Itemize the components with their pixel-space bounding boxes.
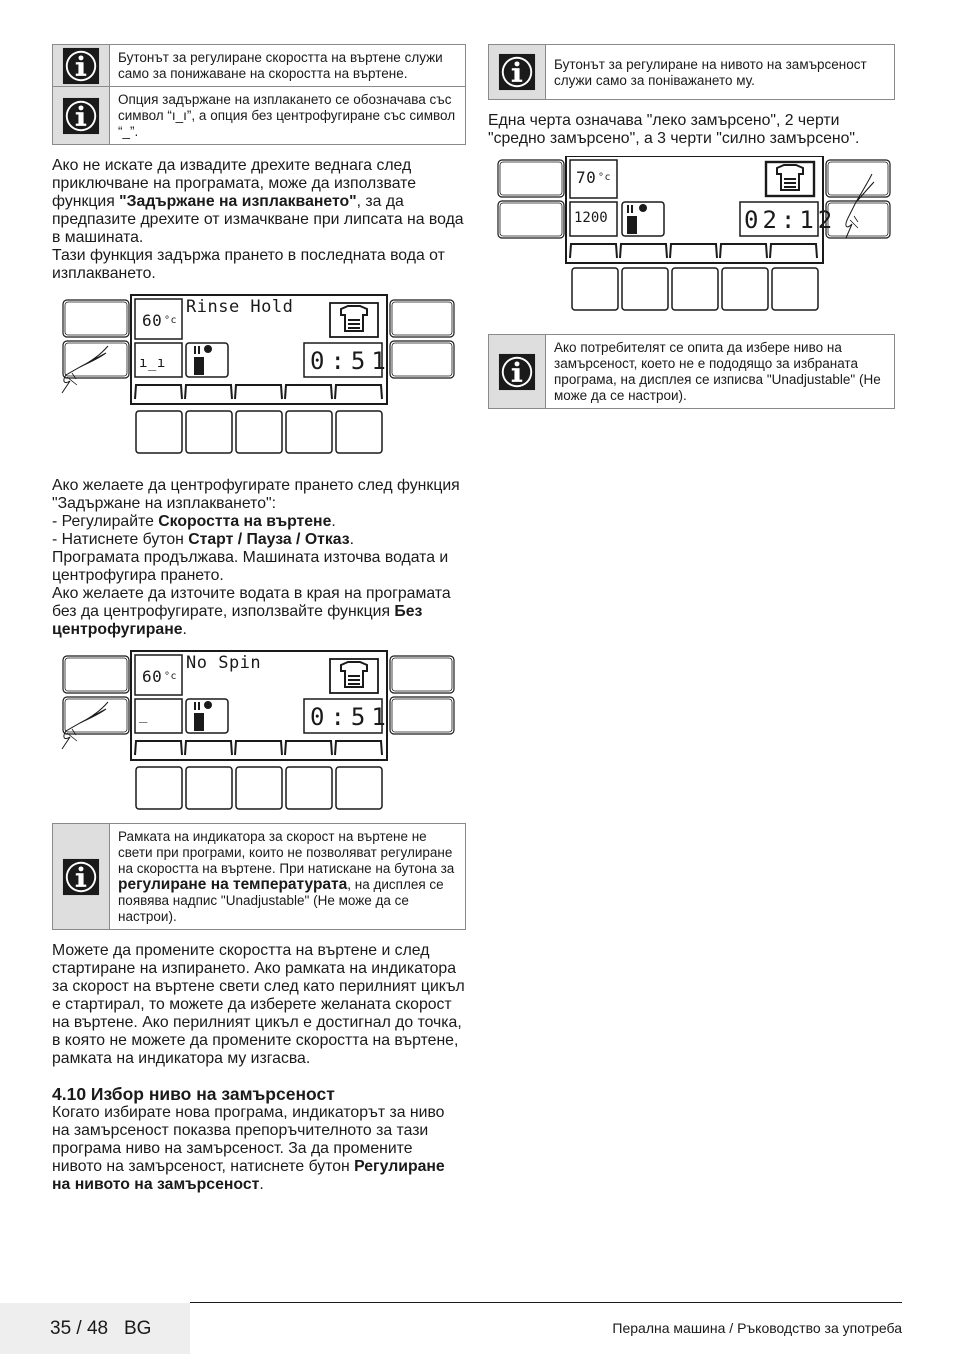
- note-text: Бутонът за регулиране на нивото на замърсеност служи само за поніважането му.: [554, 57, 867, 88]
- paragraph: [52, 157, 466, 247]
- degree-unit: °c: [598, 172, 612, 183]
- bold-text: Без центрофугиране: [52, 603, 423, 638]
- program-label: Rinse Hold: [186, 297, 294, 317]
- info-icon: [489, 335, 546, 408]
- page-number-text: 35 / 48 BG: [50, 1318, 152, 1339]
- footer-title: Перална машина / Ръководство за употреба: [612, 1320, 902, 1336]
- bold-text: Скоростта на въртене: [158, 513, 332, 530]
- note-text: Ако потребителят се опита да избере ниво на замърсеност, което не е пододящо за избраната програма, на дисплея се изписва "Unadjustable" (Не може да се настрои).: [554, 340, 881, 403]
- bold-text: регулиране на температурата: [118, 876, 348, 893]
- panel-drawing: [52, 649, 466, 819]
- spin-speed-display: 1200: [574, 210, 608, 226]
- text: .: [349, 531, 354, 548]
- temperature-display: 60: [142, 311, 163, 330]
- bold-text: Регулиране на нивото на замърсеност: [52, 1158, 445, 1193]
- control-panel-rinse-hold: [52, 293, 466, 463]
- degree-unit: °c: [164, 315, 178, 326]
- info-note-unadjustable: [488, 334, 895, 409]
- text: Рамката на индикатора за скорост на въртене не свети при програми, които не позволяват регулиране на скоростта на въртене. При натискане на бутона за: [118, 829, 455, 876]
- text: Ако желаете да източите водата в края на програмата без да центрофугирате, използвайте функция: [52, 585, 451, 620]
- right-column: [488, 44, 895, 409]
- page-number: [50, 1318, 151, 1340]
- time-display: 02:12: [744, 206, 837, 234]
- paragraph: [52, 513, 466, 531]
- info-note-rinse-hold-symbol: [52, 86, 466, 145]
- info-note-spin-speed: [52, 44, 466, 86]
- spin-symbol: ı_ı: [139, 355, 166, 371]
- note-text: Бутонът за регулиране скоростта на въртене служи само за понижаване на скоростта на въртене.: [118, 50, 443, 81]
- bold-text: Старт / Пауза / Отказ: [188, 531, 350, 548]
- text: , за да предпазите дрехите от измачкване при липсата на вода в машината.: [52, 193, 464, 246]
- section-title: 4.10 Избор ниво на замърсеност: [52, 1084, 335, 1104]
- text: Ако не искате да извадите дрехите веднага след приключване на програмата, може да използвате функция: [52, 157, 416, 210]
- info-note-spin-indicator: [52, 823, 466, 930]
- note-text: [110, 824, 465, 929]
- control-panel-no-spin: [52, 649, 466, 819]
- info-note-soil-level-button: [488, 44, 895, 100]
- program-label: No Spin: [186, 653, 262, 673]
- text: .: [259, 1176, 264, 1193]
- info-icon: [53, 824, 110, 929]
- paragraph: Можете да промените скоростта на въртене и след стартиране на изпирането. Ако рамката на индикатора за скорост на въртене свети след като перилният цикъл е стартирал, то можете да изберете желаната скорост на въртене. Ако перилният цикъл е достигнал до точка, в която не можете да промените скоростта на въртене, рамката на индикатора му изгасва.: [52, 942, 465, 1067]
- left-column: [52, 44, 466, 1194]
- control-panel-soil-level: [488, 156, 895, 324]
- text: - Натиснете бутон: [52, 531, 189, 548]
- footer-divider: [190, 1302, 902, 1303]
- paragraph: Ако желаете да центрофугирате прането след функция "Задържане на изплакването":: [52, 477, 460, 512]
- spin-symbol: _: [139, 707, 148, 723]
- time-display: 0:51: [310, 347, 392, 375]
- info-icon: [53, 87, 110, 144]
- temperature-display: 70: [576, 168, 597, 187]
- paragraph: Една черта означава "леко замърсено", 2 черти "средно замърсено", а 3 черти "силно замърсено".: [488, 112, 860, 147]
- text: Когато избирате нова програма, индикаторът за ниво на замърсеност показва препоръчителното за тази програма ниво на замърсеност. За да промените нивото на замърсеност, натиснете бутон: [52, 1104, 445, 1175]
- text: .: [331, 513, 336, 530]
- text: , на дисплея се появява надпис "Unadjustable" (Не може да се настрои).: [118, 877, 444, 924]
- paragraph: [52, 531, 466, 549]
- time-display: 0:51: [310, 703, 392, 731]
- paragraph: [52, 1104, 466, 1194]
- paragraph: [52, 585, 466, 639]
- info-icon: [489, 45, 546, 99]
- degree-unit: °c: [164, 671, 178, 682]
- temperature-display: 60: [142, 667, 163, 686]
- text: .: [182, 621, 187, 638]
- info-icon: [53, 45, 110, 86]
- bold-text: "Задържане на изплакването": [119, 193, 357, 210]
- panel-drawing: [488, 156, 895, 324]
- paragraph: Програмата продължава. Машината източва водата и центрофугира прането.: [52, 549, 449, 584]
- note-text: Опция задържане на изплакането се обозначава със символ “ı_ı”, а опция без центрофугиране със символ “_”.: [118, 92, 456, 139]
- paragraph: Тази функция задържа прането в последната вода от изплакването.: [52, 247, 445, 282]
- text: - Регулирайте: [52, 513, 159, 530]
- panel-drawing: [52, 293, 466, 463]
